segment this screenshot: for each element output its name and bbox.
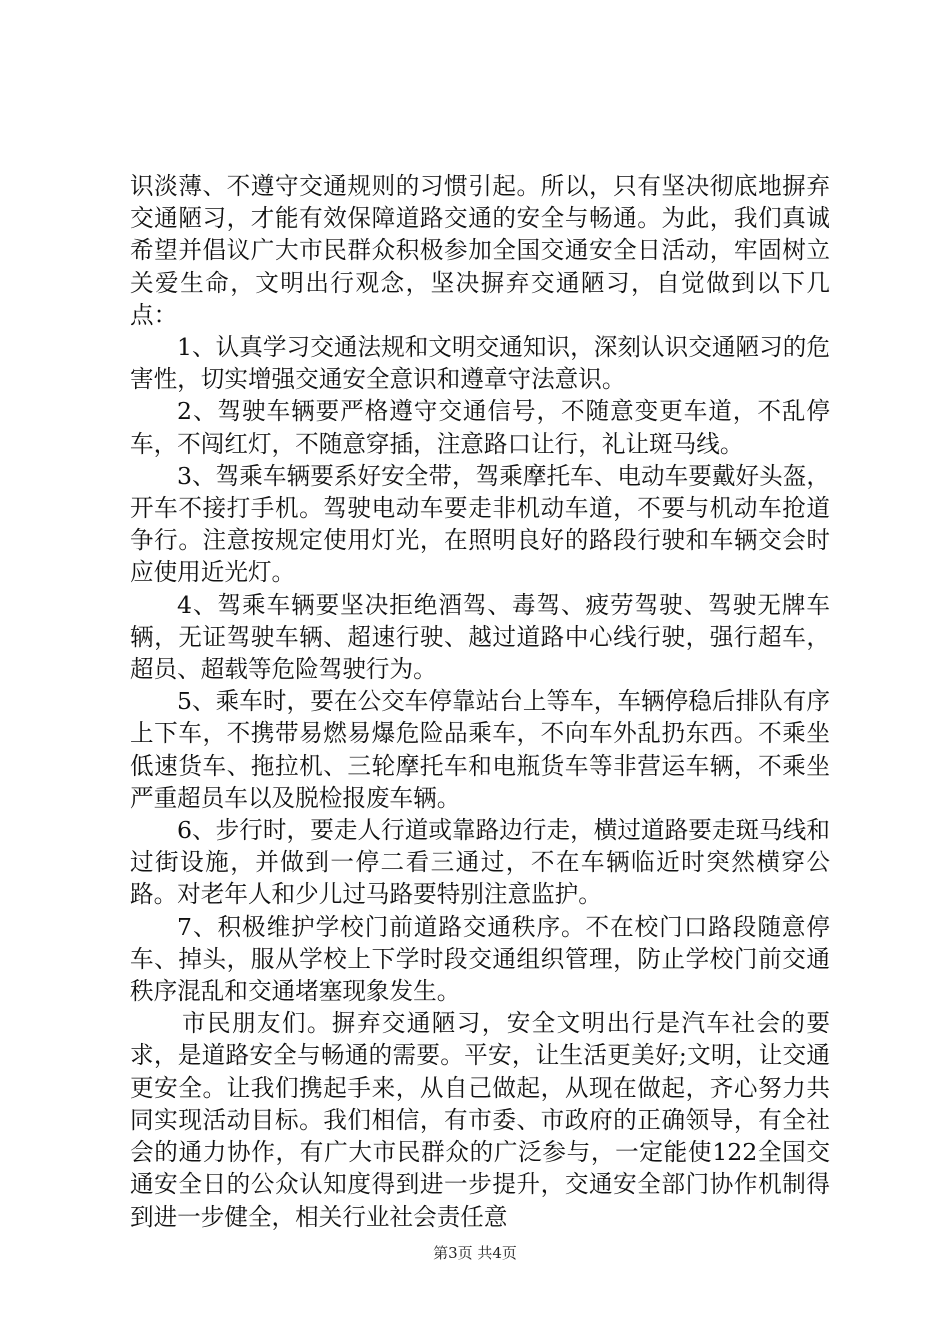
paragraph-item-7: 7、积极维护学校门前道路交通秩序。不在校门口路段随意停车、掉头，服从学校上下学时段交通组织管理，防止学校门前交通秩序混乱和交通堵塞现象发生。 <box>130 912 830 1006</box>
paragraph-item-6: 6、步行时，要走人行道或靠路边行走，横过道路要走斑马线和过街设施，并做到一停二看三通过，不在车辆临近时突然横穿公路。对老年人和少儿过马路要特别注意监护。 <box>130 816 830 909</box>
paragraph-item-2: 2、驾驶车辆要严格遵守交通信号，不随意变更车道，不乱停车，不闯红灯，不随意穿插，注意路口让行，礼让斑马线。 <box>130 397 830 458</box>
paragraph-item-3: 3、驾乘车辆要系好安全带，驾乘摩托车、电动车要戴好头盔，开车不接打手机。驾驶电动车要走非机动车道，不要与机动车抢道争行。注意按规定使用灯光，在照明良好的路段行驶和车辆交会时应使用近光灯。 <box>130 461 830 587</box>
page-number-footer: 第3页 共4页 <box>433 1244 517 1262</box>
paragraph-closing: 市民朋友们。摒弃交通陋习，安全文明出行是汽车社会的要求，是道路安全与畅通的需要。平安，让生活更美好;文明，让交通更安全。让我们携起手来，从自己做起，从现在做起，齐心努力共同实现活动目标。我们相信，有市委、市政府的正确领导，有全社会的通力协作，有广大市民群众的广泛参与，一定能使122全国交通安全日的公众认知度得到进一步提升，交通安全部门协作机制得到进一步健全，相关行业社会责任意 <box>130 1009 830 1231</box>
paragraph-item-1: 1、认真学习交通法规和文明交通知识，深刻认识交通陋习的危害性，切实增强交通安全意识和遵章守法意识。 <box>130 333 830 394</box>
paragraph-item-4: 4、驾乘车辆要坚决拒绝酒驾、毒驾、疲劳驾驶、驾驶无牌车辆，无证驾驶车辆、超速行驶、越过道路中心线行驶，强行超车，超员、超载等危险驾驶行为。 <box>130 590 830 684</box>
paragraph-item-5: 5、乘车时，要在公交车停靠站台上等车，车辆停稳后排队有序上下车，不携带易燃易爆危险品乘车，不向车外乱扔东西。不乘坐低速货车、拖拉机、三轮摩托车和电瓶货车等非营运车辆，不乘坐严重超员车以及脱检报废车辆。 <box>130 687 830 812</box>
paragraph-continuation: 识淡薄、不遵守交通规则的习惯引起。所以，只有坚决彻底地摒弃交通陋习，才能有效保障道路交通的安全与畅通。为此，我们真诚希望并倡议广大市民群众积极参加全国交通安全日活动，牢固树立关爱生命，文明出行观念，坚决摒弃交通陋习，自觉做到以下几点： <box>130 172 830 329</box>
document-body <box>130 170 830 1233</box>
